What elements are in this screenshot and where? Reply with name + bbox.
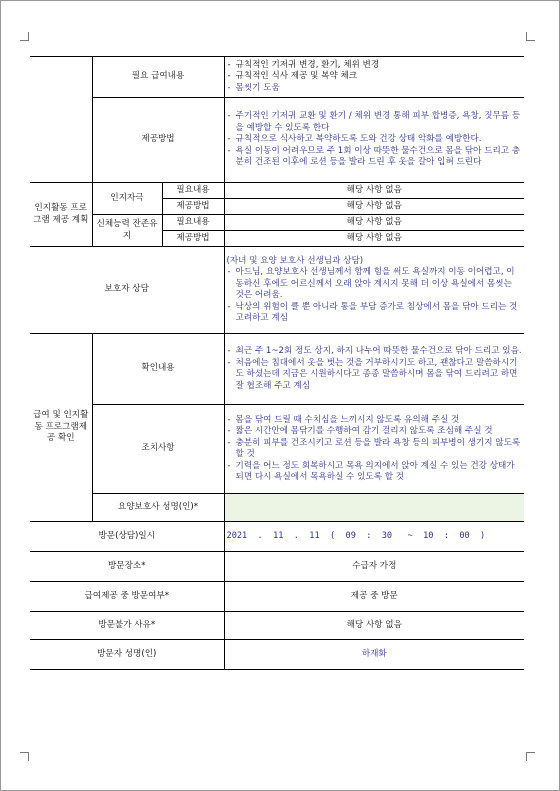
phys-need-label: 필요내용 xyxy=(162,215,224,231)
list-item: - 규칙적인 기저귀 변경, 환기, 체위 변경 xyxy=(227,60,523,72)
cog-method-value: 해당 사항 없음 xyxy=(224,199,524,215)
list-item: - 짧은 시간안에 몸닦기를 수행하여 감기 걸리지 않도록 조심해 주실 것 xyxy=(227,426,523,438)
crop-mark-top-right xyxy=(526,32,535,41)
guardian-consult-lead: (자녀 및 요양 보호사 선생님과 상담) xyxy=(226,255,364,266)
list-item: - 규칙적인 식사 제공 및 복약 체크 xyxy=(227,71,523,83)
guardian-consult-cell xyxy=(224,247,524,334)
list-item: - 충분히 피부를 건조시키고 로션 등을 발라 욕창 등의 피부병이 생기지 않도록 할 것 xyxy=(227,438,523,461)
needed-benefit-cell xyxy=(224,57,524,98)
visit-place-label: 방문장소* xyxy=(30,552,224,582)
phys-need-value: 해당 사항 없음 xyxy=(224,215,524,231)
guardian-consult-label: 보호자 상담 xyxy=(30,247,224,334)
cog-method-label: 제공방법 xyxy=(162,199,224,215)
visitor-name-value[interactable]: 하재화 xyxy=(224,640,524,670)
action-cell xyxy=(224,405,524,494)
cog-need-label: 필요내용 xyxy=(162,183,224,199)
visit-during-service-label: 급여제공 중 방문여부* xyxy=(30,582,224,612)
crop-mark-bottom-right xyxy=(526,752,535,761)
method-label: 제공방법 xyxy=(92,98,224,183)
list-item: - 낙상의 위험이 클 뿐 아니라 통을 부담 증가로 침상에서 몸을 닦아 드리는 것 고려하고 계심 xyxy=(227,302,523,325)
list-item: - 처음에는 침대에서 옷을 벗는 것을 거부하시기도 하고, 괜찮다고 말씀하시기도 하셨는데 지금은 시원하시다고 종종 말씀하시며 몸을 닦여 드리려고 하면 잘 협조해 주고 계심 xyxy=(227,358,523,393)
program-label: 인지활동 프로그램 제공 계획 xyxy=(30,183,92,247)
visit-during-service-value[interactable]: 제공 중 방문 xyxy=(224,582,524,612)
phys-method-value: 해당 사항 없음 xyxy=(224,231,524,247)
needed-benefit-list xyxy=(227,60,523,95)
method-cell xyxy=(224,98,524,183)
phys-method-label: 제공방법 xyxy=(162,231,224,247)
list-item: - 몸을 닦여 드릴 때 수치심을 느끼시지 않도록 유의해 주실 것 xyxy=(227,415,523,427)
confirmation-section-label: 급여 및 인지활동 프로그램제공 확인 xyxy=(30,334,92,522)
method-list xyxy=(227,111,523,169)
crop-mark-bottom-left xyxy=(20,752,29,761)
list-item: - 욕실 이동이 어려우므로 주 1회 이상 따뜻한 물수건으로 몸을 닦아 드리고 충분히 건조된 이후에 로션 등을 발라 드린 후 옷을 갈아 입혀 드린다 xyxy=(227,146,523,169)
needed-benefit-label: 필요 급여내용 xyxy=(92,57,224,98)
action-label: 조치사항 xyxy=(92,405,224,494)
list-item: - 아드님, 요양보호사 선생님께서 함께 힘을 써도 욕실까지 이동 이어렵고, 이동하신 후에도 어르신께서 오래 앉아 계시지 못해 더 이상 욕실에서 몸씻는 것은 어려움. xyxy=(227,267,523,302)
cognitive-stimulation-label: 인지자극 xyxy=(92,183,162,215)
confirm-content-list xyxy=(227,346,523,392)
crop-mark-top-left xyxy=(20,32,29,41)
list-item: - 주기적인 기저귀 교환 및 환기 / 체위 변경 통해 피부 합병증, 욕창, 짓무름 등을 예방할 수 있도록 한다 xyxy=(227,111,523,134)
list-item: - 규칙적으로 식사하고 복약하도록 도와 건강 상태 악화를 예방한다. xyxy=(227,134,523,146)
visit-datetime-value[interactable]: 2021 . 11 . 11 ( 09 : 30 ~ 10 : 00 ) xyxy=(224,522,524,552)
caregiver-signature-field[interactable] xyxy=(224,494,524,522)
guardian-consult-list xyxy=(227,267,523,325)
list-item: - 최근 주 1~2회 정도 상지, 하지 나누어 따뜻한 물수건으로 닦아 드리고 있음. xyxy=(227,346,523,358)
caregiver-signature-label: 요양보호사 성명(인)* xyxy=(92,494,224,522)
list-item: - 몸씻기 도움 xyxy=(227,83,523,95)
confirm-content-cell xyxy=(224,334,524,405)
list-item: - 기력을 어느 정도 회복하시고 목욕 의지에서 앉아 계실 수 있는 건강 상태가 되면 다시 욕실에서 목욕하실 수 있도록 할 것 xyxy=(227,461,523,484)
care-record-table xyxy=(30,56,524,670)
cog-need-value: 해당 사항 없음 xyxy=(224,183,524,199)
action-list xyxy=(227,415,523,484)
visit-place-value[interactable]: 수급자 가정 xyxy=(224,552,524,582)
visit-datetime-label: 방문(상담)일시 xyxy=(30,522,224,552)
confirm-content-label: 확인내용 xyxy=(92,334,224,405)
physical-ability-label: 신체능력 잔존유지 xyxy=(92,215,162,247)
visit-impossible-reason-value[interactable]: 해당 사항 없음 xyxy=(224,612,524,640)
visit-impossible-reason-label: 방문불가 사유* xyxy=(30,612,224,640)
visitor-name-label: 방문자 성명(인) xyxy=(30,640,224,670)
